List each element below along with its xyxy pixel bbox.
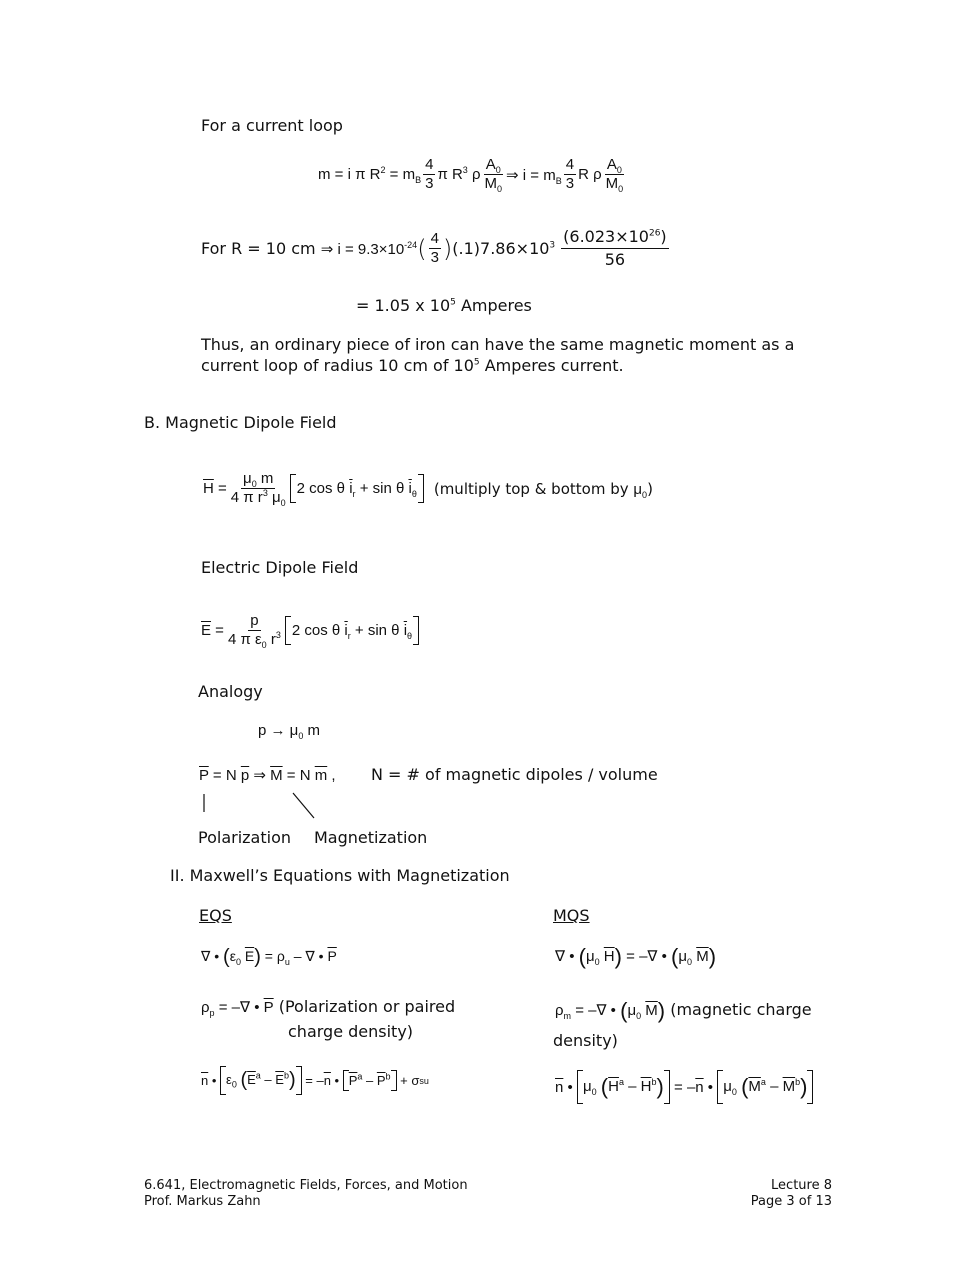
moment-equation <box>318 156 627 193</box>
e-bracket: 2 cos θ $\overline{i}_r + \sin \theta$ $\overline{i}_\theta$ <box>285 616 419 645</box>
eq1-implies: ⇒ $i = m_B$ <box>506 166 562 186</box>
footer-right <box>751 1178 832 1210</box>
rho-p-text-line2: charge density) <box>288 1022 414 1041</box>
electric-dipole-heading: Electric Dipole Field <box>201 558 359 577</box>
footer-page: Page 3 of 13 <box>750 1194 832 1209</box>
e-fraction: $\frac{p}{4 \pi \varepsilon_0 r^3}$ <box>227 612 281 650</box>
mqs-boundary-condition: $\overline{n}$ • $\mu_0$ $(\overline{H}^a - \overline{H}^b)$ = – $\overline{n}$ • $\mu_0$ $(\overline{M}^a - \overline{M}^b)$ <box>555 1070 813 1104</box>
footer-lecture: Lecture 8 <box>771 1178 832 1193</box>
eq1-four-thirds: $\frac{4}{3}$ <box>425 156 434 192</box>
mqs-label: MQS <box>553 906 590 925</box>
radius-equation: For R = 10 cm ⇒ $i = 9.3\times 10^{-24}$ ( $\frac{4}{3}$ ) $(.1)7.86\times 10^3$ $\frac{(6.023\times 10^{26})}{56}$ <box>201 227 667 269</box>
eqs-label: EQS <box>199 906 232 925</box>
h-fraction: $\frac{\mu_0 m}{4 \pi r^3 \mu_0}$ <box>230 470 286 508</box>
section-ii-heading: II. Maxwell’s Equations with Magnetization <box>170 866 510 885</box>
h-note: (multiply top & bottom by $\mu_0$) <box>433 479 653 500</box>
footer-prof: Prof. Markus Zahn <box>144 1194 261 1209</box>
magnetic-dipole-equation <box>203 470 653 507</box>
n-definition: N = # of magnetic dipoles / volume <box>371 765 658 784</box>
analogy-heading: Analogy <box>198 682 263 701</box>
eq2-rhs-a: ⇒ $i = 9.3\times 10^{-24}$ <box>320 239 418 258</box>
analogy-map: $p \to \mu_0$ m <box>258 722 321 741</box>
section-b-heading: B. Magnetic Dipole Field <box>144 413 337 432</box>
analogy-relation: $\overline{P} = N$ $\overline{p}$ ⇒ $\overline{M} = N$ $\overline{m}$ , <box>199 767 336 784</box>
rho-p-definition: $\rho_p$ = –∇ • $\overline{P}$ (Polarization or paired <box>201 997 456 1018</box>
eq1-lhs: m = i π $R^2$ <box>318 165 386 183</box>
electric-dipole-equation <box>201 612 419 649</box>
eq1-pi-r3: π $R^3$ ρ <box>437 165 481 183</box>
current-result: = 1.05 x $10^5$ Amperes <box>356 296 532 315</box>
analogy-pointer-lines <box>198 790 328 822</box>
thus-line-1: Thus, an ordinary piece of iron can have the same magnetic moment as a <box>201 335 795 354</box>
eq2-four-thirds: $\frac{4}{3}$ <box>430 230 439 266</box>
eq2-rhs-b: $(.1)7.86\times 10^3$ <box>452 239 556 258</box>
eq2-lead: For R = 10 cm <box>201 239 316 258</box>
thus-line-2: current loop of radius 10 cm of $10^5$ Amperes current. <box>201 356 624 375</box>
magnetization-label: Magnetization <box>314 828 428 847</box>
h-lhs: $\overline{H}$ = <box>203 480 227 497</box>
mqs-gauss-law: ∇ • ($\mu_0$ $\overline{H}$) = –∇ • ($\mu_0$ $\overline{M}$) <box>555 944 717 969</box>
eqs-boundary-condition: $\overline{n}$ • $\varepsilon_0$ $(\overline{E}^a - \overline{E}^b)$ = – $\overline{n}$ • $\overline{P}^a - \overline{P}^b$ + σ su <box>201 1066 429 1095</box>
loop-intro-text: For a current loop <box>201 116 343 135</box>
eq1-r-rho: R ρ <box>578 166 602 183</box>
e-lhs: $\overline{E}$ = <box>201 622 224 639</box>
eq2-avogadro-fraction: $\frac{(6.023\times 10^{26})}{56}$ <box>563 227 667 269</box>
eq1-a0-m0-b: $\frac{A_0}{M_0}$ <box>605 156 624 194</box>
eq1-mb: = $m_B$ <box>389 166 422 185</box>
rho-m-definition: $\rho_m$ = –∇ • ($\mu_0$ $\overline{M}$) (magnetic charge <box>555 998 812 1023</box>
h-bracket: 2 cos θ $\overline{i}_r + \sin \theta$ $\overline{i}_\theta$ <box>290 474 424 503</box>
polarization-label: Polarization <box>198 828 291 847</box>
eq1-a0-m0: $\frac{A_0}{M_0}$ <box>484 156 503 194</box>
thus-paragraph <box>201 334 794 376</box>
eqs-gauss-law: ∇ • ($\varepsilon_0$ $\overline{E}) = \rho_u$ – ∇ • $\overline{P}$ <box>201 946 337 968</box>
footer-course: 6.641, Electromagnetic Fields, Forces, and Motion <box>144 1178 468 1193</box>
footer-left <box>144 1178 468 1210</box>
rho-m-text-line2: density) <box>553 1031 618 1050</box>
eq1-four-thirds-b: $\frac{4}{3}$ <box>565 156 575 192</box>
